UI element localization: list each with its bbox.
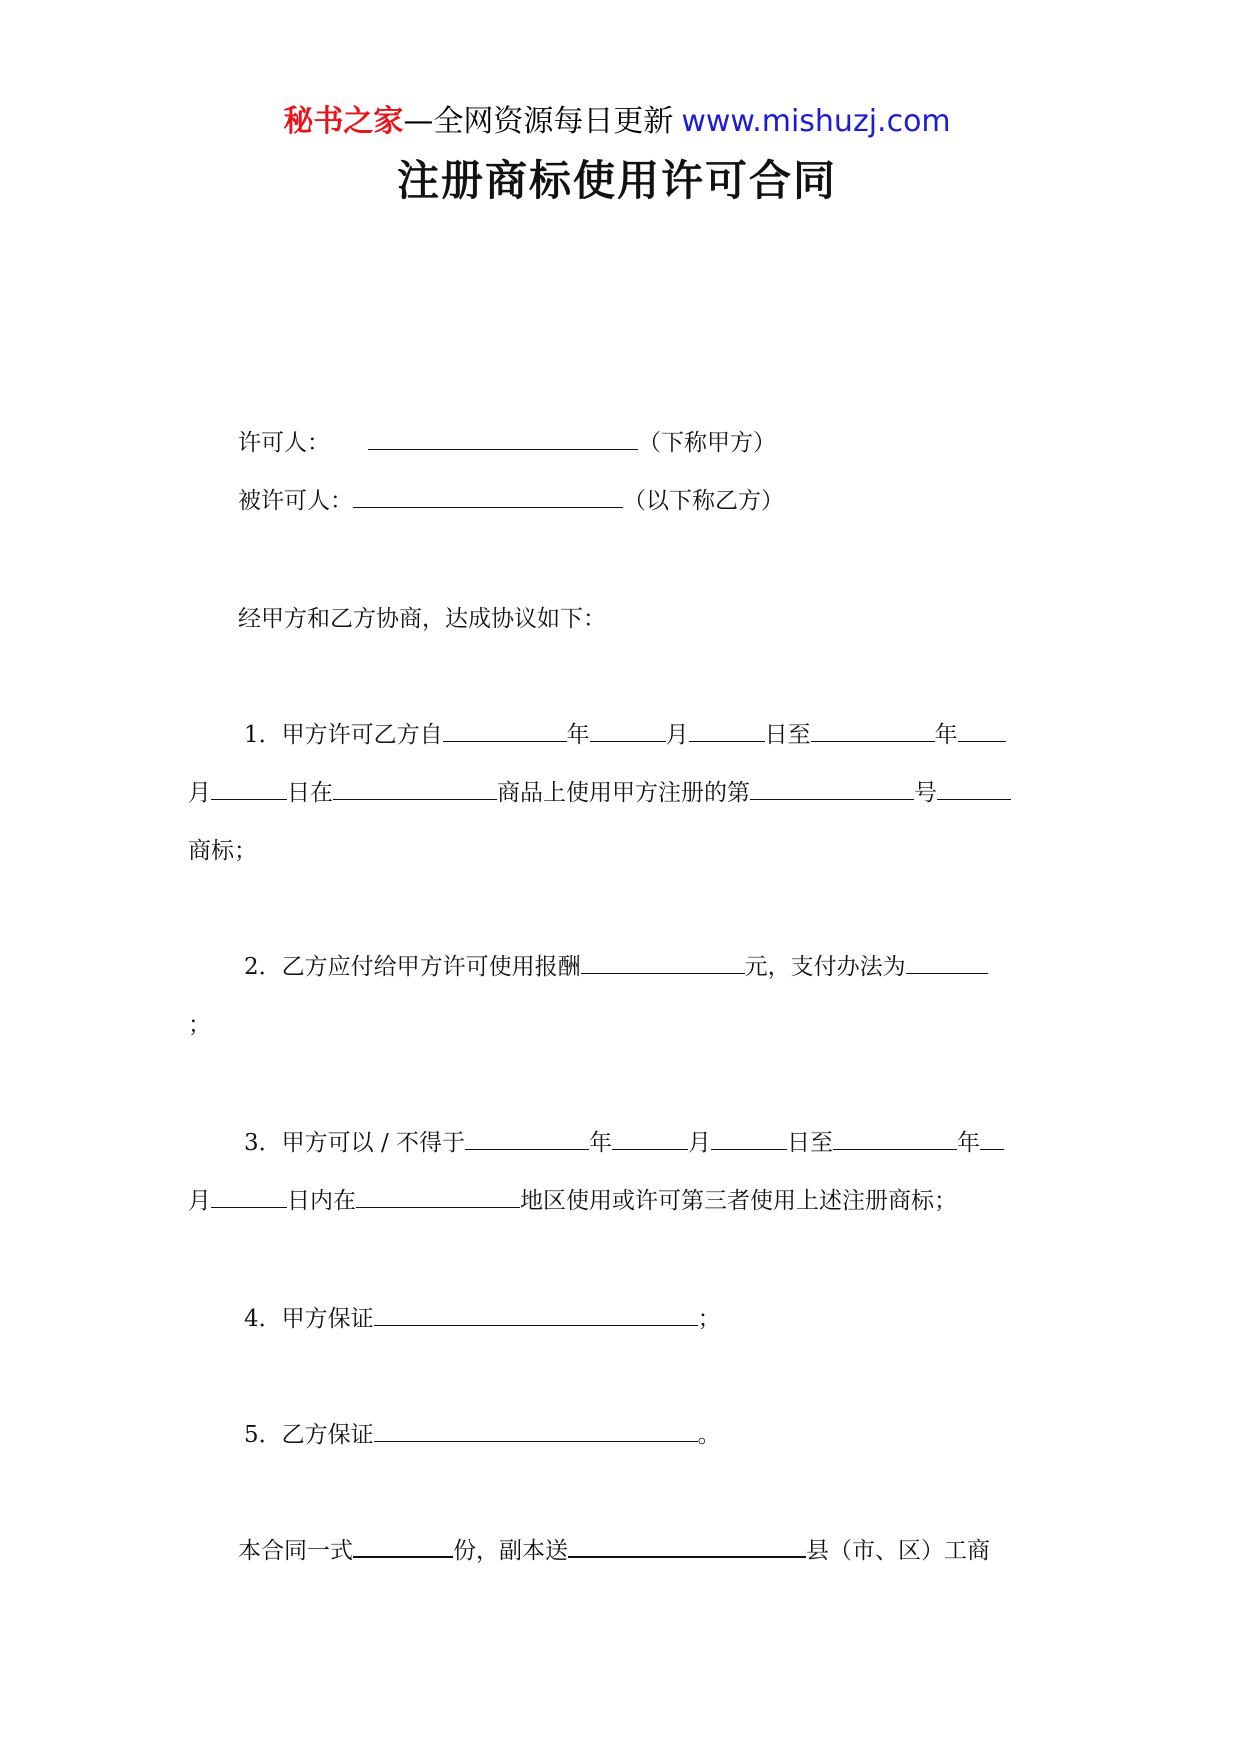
clause1-start-year-blank[interactable] bbox=[443, 721, 567, 742]
clause1-month-label: 月 bbox=[665, 722, 689, 748]
clause5-guarantee-blank[interactable] bbox=[374, 1421, 698, 1442]
site-header bbox=[0, 100, 1234, 144]
clause1-end-year-blank[interactable] bbox=[811, 721, 935, 742]
clause1-start-day-blank[interactable] bbox=[689, 721, 765, 742]
clause3-region-text: 地区使用或许可第三者使用上述注册商标； bbox=[520, 1188, 957, 1214]
clause4-end: ； bbox=[697, 1306, 721, 1332]
clause3-month-label: 月 bbox=[688, 1130, 712, 1156]
clause3-end-day-blank[interactable] bbox=[211, 1187, 287, 1208]
clause1-goods-blank[interactable] bbox=[333, 779, 497, 800]
clause1-number-label: 号 bbox=[914, 780, 937, 806]
clause3-start-year-blank[interactable] bbox=[465, 1129, 589, 1150]
closing-county-blank[interactable] bbox=[568, 1536, 806, 1558]
clause3-end-month-label: 月 bbox=[188, 1188, 211, 1214]
clause1-line2 bbox=[188, 776, 1011, 810]
closing-office-text: 县（市、区）工商 bbox=[806, 1538, 990, 1564]
licensee-blank[interactable] bbox=[353, 487, 623, 508]
brand-name: 秘书之家 bbox=[283, 104, 404, 139]
licensee-line bbox=[238, 484, 784, 518]
licensor-label: 许可人： bbox=[238, 430, 330, 456]
licensor-suffix: （下称甲方） bbox=[638, 430, 776, 456]
clause3-start-day-blank[interactable] bbox=[711, 1129, 787, 1150]
intro-text: 经甲方和乙方协商，达成协议如下： bbox=[238, 606, 606, 632]
site-slogan: —全网资源每日更新 bbox=[403, 104, 674, 139]
clause1-end-month-blank-start[interactable] bbox=[958, 721, 1006, 742]
licensee-suffix: （以下称乙方） bbox=[623, 488, 784, 514]
clause3-end-year-blank[interactable] bbox=[833, 1129, 957, 1150]
clause2-text: 2．乙方应付给甲方许可使用报酬 bbox=[244, 954, 581, 980]
clause3-day-label: 日至 bbox=[787, 1130, 834, 1156]
clause1-end-day-label: 日在 bbox=[287, 780, 333, 806]
clause3-region-blank[interactable] bbox=[356, 1187, 520, 1208]
clause2-payment-text: 元，支付办法为 bbox=[744, 954, 906, 980]
clause3-end-month-blank-start[interactable] bbox=[980, 1129, 1004, 1150]
closing-copies-text: 本合同一式 bbox=[238, 1538, 353, 1564]
clause5-end: 。 bbox=[697, 1422, 721, 1448]
site-url-link[interactable]: www.mishuzj.com bbox=[681, 104, 951, 139]
clause1-end-day-blank[interactable] bbox=[211, 779, 287, 800]
clause1-end-year-label: 年 bbox=[934, 722, 958, 748]
licensor-blank[interactable] bbox=[368, 429, 638, 450]
clause4-label: 4．甲方保证 bbox=[244, 1306, 374, 1332]
clause5-line bbox=[244, 1418, 721, 1452]
clause3-line2 bbox=[188, 1184, 957, 1218]
clause3-start-month-blank[interactable] bbox=[612, 1129, 688, 1150]
clause2-line2: ； bbox=[188, 1012, 211, 1038]
clause1-line1 bbox=[244, 718, 1006, 752]
clause1-end-month-label: 月 bbox=[188, 780, 211, 806]
closing-line bbox=[238, 1534, 990, 1568]
clause1-year-label: 年 bbox=[566, 722, 590, 748]
clause1-goods-text: 商品上使用甲方注册的第 bbox=[497, 780, 750, 806]
clause2-payment-blank[interactable] bbox=[906, 953, 988, 974]
clause1-trademark-blank[interactable] bbox=[937, 779, 1011, 800]
clause3-line1 bbox=[244, 1126, 1004, 1160]
clause3-year-label: 年 bbox=[589, 1130, 613, 1156]
clause1-day-label: 日至 bbox=[764, 722, 811, 748]
clause2-line1 bbox=[244, 950, 988, 984]
clause1-reg-number-blank[interactable] bbox=[750, 779, 914, 800]
licensee-label: 被许可人： bbox=[238, 488, 353, 514]
clause1-line3: 商标； bbox=[188, 838, 257, 864]
closing-copies-blank[interactable] bbox=[353, 1536, 453, 1558]
clause4-line bbox=[244, 1302, 721, 1336]
licensor-line bbox=[238, 426, 776, 460]
clause2-fee-blank[interactable] bbox=[581, 953, 745, 974]
clause1-start-month-blank[interactable] bbox=[590, 721, 666, 742]
clause3-text: 3．甲方可以 / 不得于 bbox=[244, 1130, 466, 1156]
clause1-text: 1．甲方许可乙方自 bbox=[244, 722, 443, 748]
closing-send-text: 份，副本送 bbox=[453, 1538, 568, 1564]
clause4-guarantee-blank[interactable] bbox=[374, 1305, 698, 1326]
document-title: 注册商标使用许可合同 bbox=[396, 156, 837, 205]
clause5-label: 5．乙方保证 bbox=[244, 1422, 374, 1448]
clause3-end-year-label: 年 bbox=[957, 1130, 981, 1156]
clause3-end-day-label: 日内在 bbox=[287, 1188, 356, 1214]
